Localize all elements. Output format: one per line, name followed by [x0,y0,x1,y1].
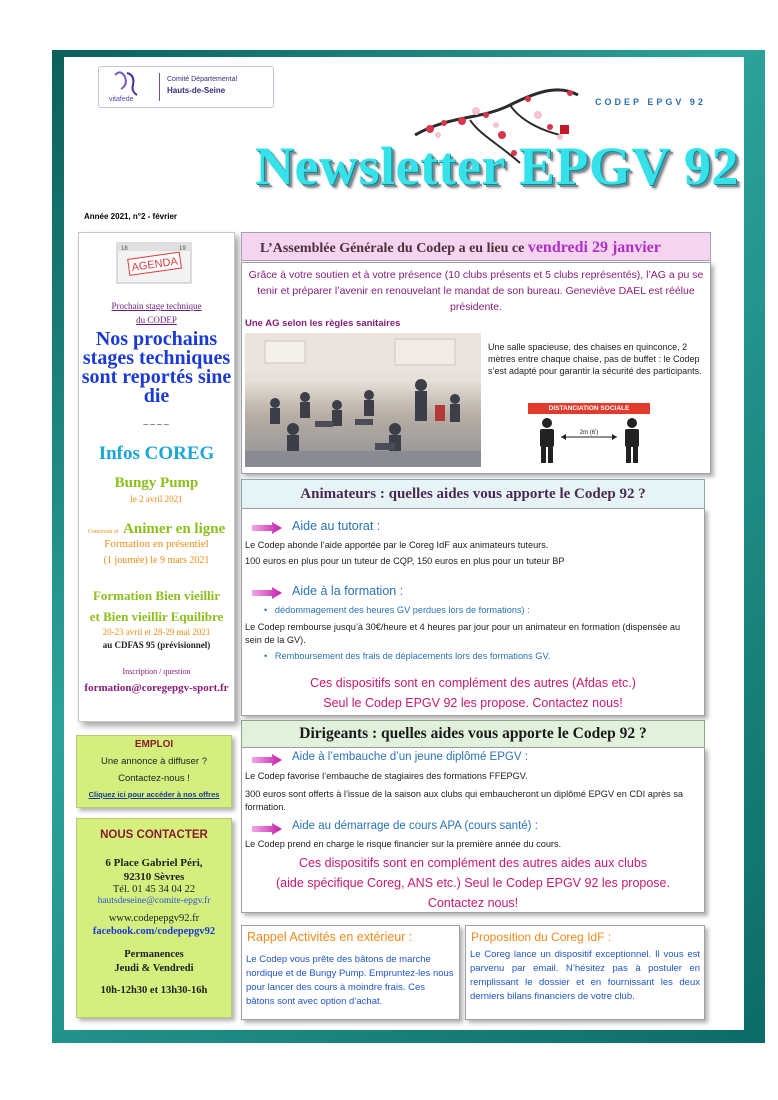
arrow-right-icon [252,754,282,766]
animer-en-ligne: Concevoir et Animer en ligne [87,521,226,537]
bien-vieillir-place: au CDFAS 95 (prévisionnel) [102,640,211,650]
aide-embauche-title: Aide à l’embauche d’un jeune diplômé EPGV : [292,751,528,763]
aide-embauche-line2: 300 euros sont offerts à l’issue de la saison aux clubs qui embaucheront un diplômé EPGV en CDI après sa formation. [245,789,684,812]
ag-date: vendredi 29 janvier [527,239,661,256]
arrow-right-icon [252,823,282,835]
contact-panel [76,818,232,1018]
contact-website-link[interactable]: www.codepepgv92.fr [108,913,200,924]
rappel-activites-box [241,925,460,1020]
logo-line1: Comité Départemental [167,76,238,83]
stages-reportes-text: Nos prochains stages techniques sont reportés sine die [81,328,232,407]
ag-heading: L’Assemblée Générale du Codep a eu lieu ce vendredi 29 janvier [260,239,661,256]
svg-text:19: 19 [179,246,186,252]
bungy-pump-date: le 2 avril 2021 [130,494,183,504]
bien-vieillir-dates: 20-23 avril et 28-29 mai 2021 [102,627,211,637]
animer-date: (1 journée) le 9 mars 2021 [103,555,210,566]
vitafede-logo-icon [105,69,153,105]
agenda-calendar-icon [115,239,193,285]
ag-heading-bar [241,232,711,261]
logo-line2: Hauts-de-Seine [167,86,226,95]
distancing-people-icon [519,403,659,465]
contact-email-link[interactable]: hautsdeseine@comite-epgv.fr [97,896,211,906]
contact-address1: 6 Place Gabriel Péri, [105,857,203,869]
formation-bullet2: • Remboursement des frais de déplacements lors des formations GV. [264,651,551,661]
agenda-panel [78,232,235,722]
emploi-line1: Une annonce à diffuser ? [101,756,207,767]
dirigeants-section [241,747,705,913]
aide-apa-title: Aide au démarrage de cours APA (cours santé) : [292,820,538,832]
divider-squiggle: ~~~~ [142,420,171,431]
bungy-pump-title: Bungy Pump [114,475,199,491]
contact-address2: 92310 Sèvres [123,871,185,883]
permanences-days: Jeudi & Vendredi [114,963,194,974]
newsletter-title: Newsletter EPGV 92 [255,136,739,196]
distancing-label: DISTANCIATION SOCIALE [528,403,650,414]
animateurs-heading: Animateurs : quelles aides vous apporte le Codep 92 ? [300,486,646,502]
aide-tutorat-line1: Le Codep abonde l’aide apportée par le Coreg IdF aux animateurs tuteurs. [245,540,549,550]
animer-format: Formation en présentiel [104,538,209,550]
animateurs-closing1: Ces dispositifs sont en complément des autres (Afdas etc.) [310,676,636,690]
svg-text:18: 18 [121,246,128,252]
dirigeants-closing2: (aide spécifique Coreg, ANS etc.) Seul le Codep EPGV 92 les propose. [276,876,670,890]
dirigeants-closing3: Contactez nous! [427,896,519,910]
aide-tutorat-line2: 100 euros en plus pour un tuteur de CQP, 150 euros en plus pour un tuteur BP [245,556,565,566]
contact-phone: Tél. 01 45 34 04 22 [112,884,196,895]
aide-formation-title: Aide à la formation : [292,584,404,598]
bien-vieillir-title: Formation Bien vieillir et Bien vieillir Equilibre [89,588,224,624]
contact-facebook-link[interactable]: facebook.com/codepepgv92 [92,926,216,937]
emploi-line2: Contactez-nous ! [118,773,190,784]
infos-coreg-title: Infos COREG [98,443,215,464]
proposition-coreg-box [465,925,705,1020]
codep-tag: CODEP EPGV 92 [595,97,706,107]
formation-email-link[interactable]: formation@coregepgv-sport.fr [84,682,229,694]
emploi-panel [76,735,232,808]
social-distancing-illustration [519,403,659,465]
animateurs-section [241,508,705,716]
contact-title: NOUS CONTACTER [100,829,208,841]
inscription-label: Inscription / question [122,667,191,676]
rappel-body: Le Codep vous prête des bâtons de marche nordique et de Bungy Pump. Empruntez-les nous pour lancer des cours à moindre frais. Ces bâtons sont avec option d’achat. [246,954,454,1007]
formation-refund-text: Le Codep rembourse jusqu’à 30€/heure et 4 heures par jour pour un animateur en formation (dispensée au sein de la GV). [245,622,681,645]
stage-technique-link[interactable]: Prochain stage technique du CODEP [111,301,202,325]
ag-meeting-photo [245,333,481,467]
aide-embauche-line1: Le Codep favorise l’embauche de stagiaires des formations FFEPGV. [245,771,528,781]
dirigeants-heading-bar [241,720,705,749]
aide-apa-line1: Le Codep prend en charge le risque financier sur la première année du cours. [245,839,562,849]
formation-bullet1: • dédommagement des heures GV perdues lors de formations) : [264,605,530,615]
logo-separator [159,73,160,101]
svg-text:2m (6'): 2m (6') [579,430,599,436]
issue-label: Année 2021, n°2 - février [84,212,178,221]
dirigeants-closing1: Ces dispositifs sont en complément des autres aides aux clubs [298,856,648,870]
svg-text:AGENDA: AGENDA [130,255,179,274]
ag-room-description: Une salle spacieuse, des chaises en quinconce, 2 mètres entre chaque chaise, pas de buffet : le Codep s’est adapté pour garantir la sécurité des participants. [488,342,702,376]
ag-subtitle: Une AG selon les règles sanitaires [245,318,401,329]
rappel-title: Rappel Activités en extérieur : [247,930,413,944]
permanences-hours: 10h-12h30 et 13h30-16h [100,985,208,996]
arrow-right-icon [252,587,282,599]
aide-tutorat-title: Aide au tutorat : [292,519,381,533]
permanences-title: Permanences [124,949,184,960]
proposition-body: Le Coreg lance un dispositif exceptionnel. Il vous est parvenu par email. N’hésitez pas à postuler en remplissant le dossier et en fournissant les deux derniers bilans financiers de votre club. [470,949,700,1002]
ag-section [241,262,711,474]
svg-text:vitafede: vitafede [109,96,134,103]
animateurs-heading-bar [241,479,705,510]
codep-logo [98,66,274,108]
emploi-title: EMPLOI [134,739,174,750]
animateurs-closing2: Seul le Codep EPGV 92 les propose. Contactez nous! [323,696,623,710]
emploi-offers-link[interactable]: Cliquez ici pour accéder à nos offres [88,790,220,799]
arrow-right-icon [252,522,282,534]
dirigeants-heading: Dirigeants : quelles aides vous apporte le Codep 92 ? [299,725,647,742]
ag-intro-text: Grâce à votre soutien et à votre présence (10 clubs présents et 5 clubs représentés), l’AG a pu se tenir et préparer l’avenir en renouvelant le mandat de son bureau. Geneviève DAEL est réélue présidente. [248,269,704,313]
proposition-title: Proposition du Coreg IdF : [471,930,612,944]
